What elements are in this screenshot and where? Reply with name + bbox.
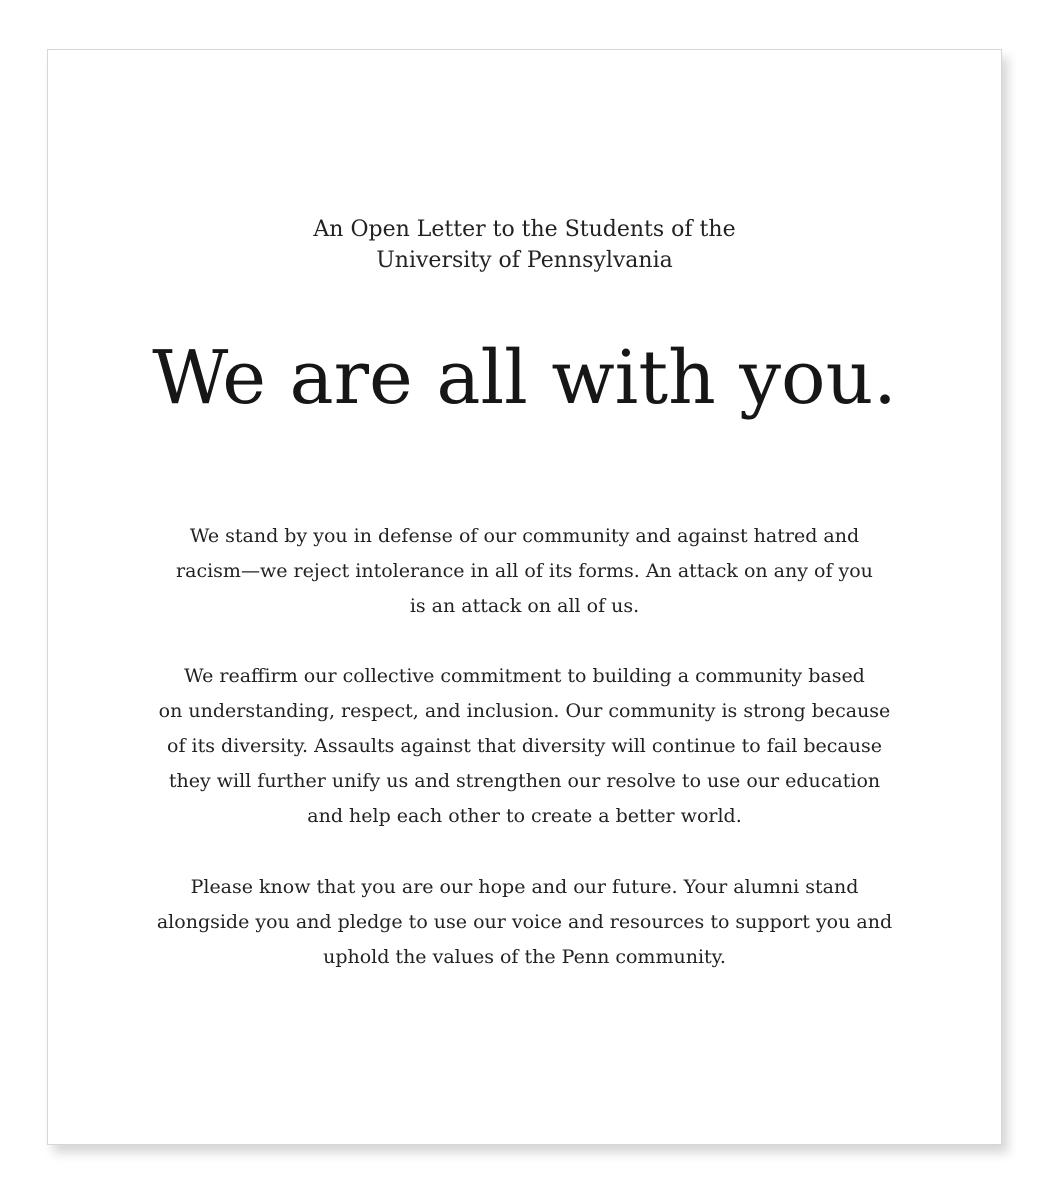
paragraph-line: of its diversity. Assaults against that diversity will continue to fail because <box>167 735 882 757</box>
paragraph-line: racism—we reject intolerance in all of its forms. An attack on any of you <box>176 560 873 582</box>
paragraph-line: We reaffirm our collective commitment to building a community based <box>184 665 865 687</box>
letter-page <box>47 49 1002 1145</box>
subtitle-line: An Open Letter to the Students of the <box>313 217 736 242</box>
paragraph-line: and help each other to create a better world. <box>307 805 742 827</box>
paragraph-line: Please know that you are our hope and our future. Your alumni stand <box>190 876 859 898</box>
paragraph-line: uphold the values of the Penn community. <box>323 946 726 968</box>
paragraph-line: they will further unify us and strengthen our resolve to use our education <box>168 770 881 792</box>
letter-paragraph-2 <box>48 659 1001 834</box>
paragraph-line: alongside you and pledge to use our voice and resources to support you and <box>156 911 893 933</box>
letter-paragraph-3 <box>48 870 1001 975</box>
subtitle-line: University of Pennsylvania <box>376 248 673 273</box>
paragraph-line: We stand by you in defense of our community and against hatred and <box>189 525 860 547</box>
letter-paragraph-1 <box>48 519 1001 624</box>
paragraph-line: is an attack on all of us. <box>409 595 640 617</box>
letter-subtitle <box>48 214 1001 276</box>
paragraph-line: on understanding, respect, and inclusion. Our community is strong because <box>158 700 891 722</box>
letter-headline: We are all with you. <box>152 335 897 421</box>
